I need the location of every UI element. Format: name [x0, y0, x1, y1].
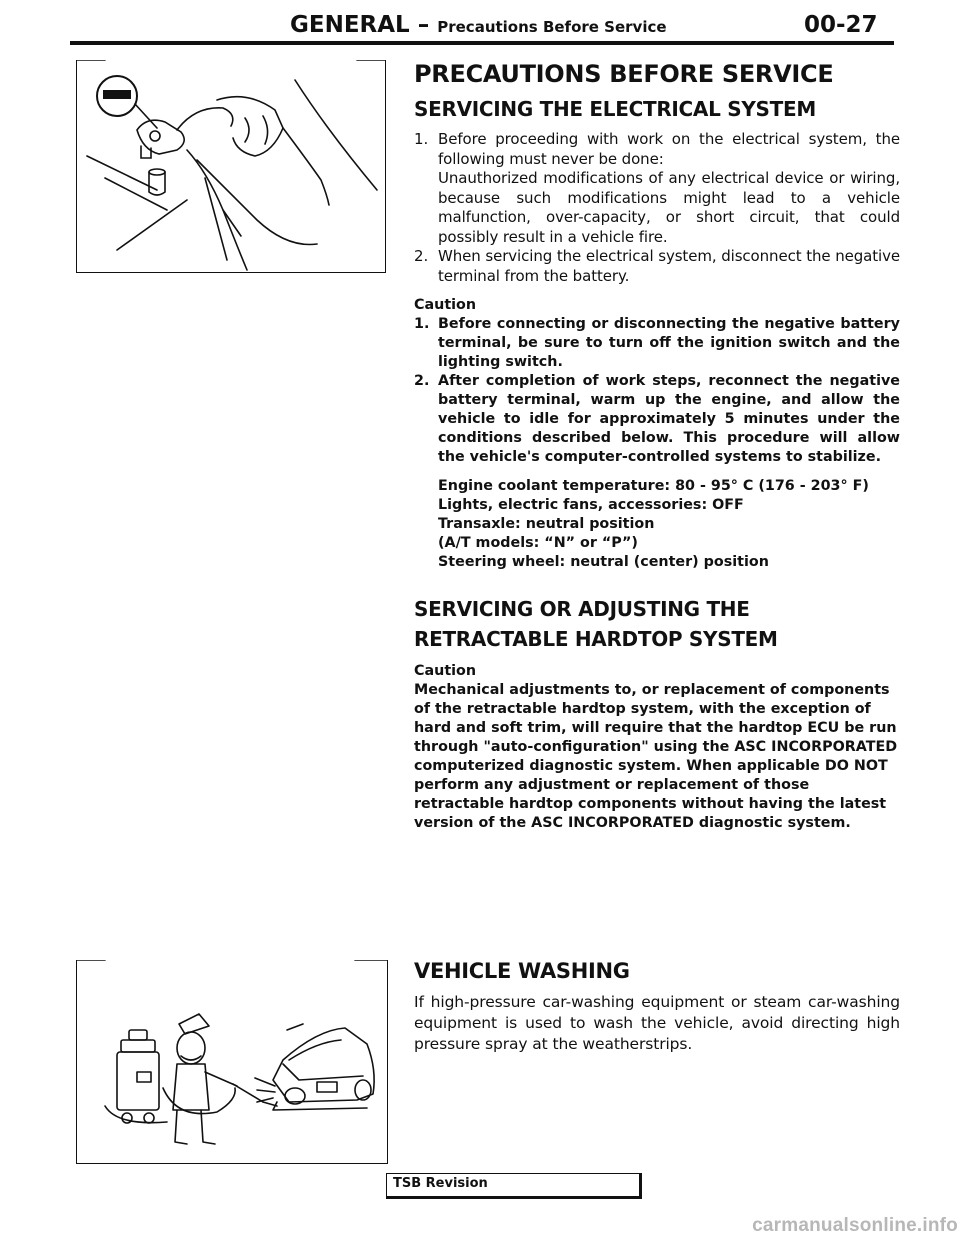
electrical-step: 2. When servicing the electrical system, disconnect the negative terminal from the battery.: [414, 247, 900, 285]
electrical-heading: SERVICING THE ELECTRICAL SYSTEM: [414, 97, 816, 121]
electrical-cautions: [414, 315, 900, 467]
site-watermark: carmanualsonline.info: [752, 1215, 958, 1236]
electrical-step-text: When servicing the electrical system, disconnect the negative terminal from the battery.: [438, 247, 900, 285]
main-title: PRECAUTIONS BEFORE SERVICE: [414, 60, 834, 88]
washing-heading: VEHICLE WASHING: [414, 959, 630, 983]
hardtop-heading: SERVICING OR ADJUSTING THE RETRACTABLE HARDTOP SYSTEM: [414, 597, 778, 651]
caution-item: 1. Before connecting or disconnecting the negative battery terminal, be sure to turn off the ignition switch and the lighting switch.: [414, 316, 900, 370]
battery-terminal-illustration: [76, 60, 386, 273]
tsb-revision-label: TSB Revision: [393, 1176, 488, 1191]
hardtop-caution-text: Mechanical adjustments to, or replacement of components of the retractable hardtop system, with the exception of hard and soft trim, will require that the hardtop ECU be run through "auto-configuration" using the ASC INCORPORATED computerized diagnostic system. When applicable DO NOT perform any adjustment or replacement of those retractable hardtop components without having the latest version of the ASC INCORPORATED diagnostic system.: [414, 682, 898, 831]
condition-line: Steering wheel: neutral (center) position: [438, 554, 769, 570]
header-rule: [70, 41, 894, 45]
vehicle-washing-illustration: [76, 960, 388, 1164]
idle-conditions: [438, 477, 900, 572]
hardtop-caution-label: Caution: [414, 663, 477, 679]
caution-label: Caution: [414, 297, 477, 313]
condition-line: (A/T models: “N” or “P”): [438, 535, 638, 551]
washing-section: [414, 956, 900, 1055]
main-content: [414, 60, 900, 833]
negative-terminal-mark: [103, 90, 131, 99]
caution-text: After completion of work steps, reconnect the negative battery terminal, warm up the engine, and allow the vehicle to idle for approximately 5 minutes under the conditions described below. This procedure will allow the vehicle's computer-controlled systems to stabilize.: [438, 373, 900, 465]
electrical-step: 1. Before proceeding with work on the electrical system, the following must never be done: Unauthorized modifications of any electrical device or wiring, because such modifications might lead to a vehicle malfunction, over-capacity, or short circuit, that could possibly result in a vehicle fire.: [414, 130, 900, 246]
caution-item: 2. After completion of work steps, reconnect the negative battery terminal, warm up the engine, and allow the vehicle to idle for approximately 5 minutes under the conditions described below. This procedure will allow the vehicle's computer-controlled systems to stabilize.: [414, 373, 900, 465]
condition-line: Engine coolant temperature: 80 - 95° C (176 - 203° F): [438, 478, 869, 494]
condition-line: Transaxle: neutral position: [438, 516, 655, 532]
condition-line: Lights, electric fans, accessories: OFF: [438, 497, 744, 513]
electrical-steps: [414, 130, 900, 286]
page-header: [290, 12, 667, 38]
washing-text: If high-pressure car-washing equipment or steam car-washing equipment is used to wash the vehicle, avoid directing high pressure spray at the weatherstrips.: [414, 993, 900, 1053]
chapter-title: GENERAL: [290, 12, 410, 38]
electrical-step-detail: Unauthorized modifications of any electrical device or wiring, because such modifications might lead to a vehicle malfunction, over-capacity, or short circuit, that could possibly result in a vehicle fire.: [438, 169, 900, 246]
page-number: 00-27: [804, 12, 878, 38]
electrical-step-text: Before proceeding with work on the electrical system, the following must never be done:: [438, 130, 900, 168]
section-title: Precautions Before Service: [437, 18, 667, 36]
vehicle-washing-drawing: [77, 960, 387, 1163]
battery-terminal-drawing: [77, 60, 385, 272]
tsb-revision-box: [386, 1173, 642, 1199]
caution-text: Before connecting or disconnecting the negative battery terminal, be sure to turn off the ignition switch and the lighting switch.: [438, 316, 900, 370]
header-separator: –: [409, 12, 438, 38]
